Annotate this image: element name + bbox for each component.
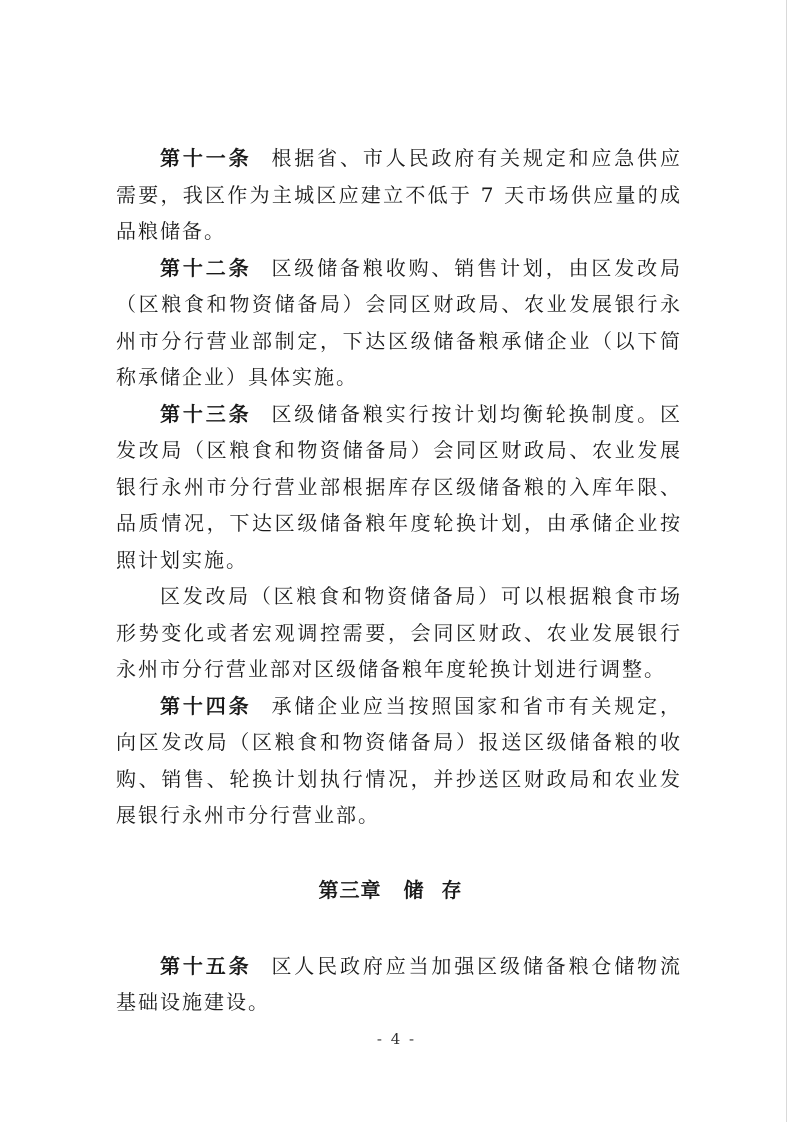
article-12 — [116, 250, 682, 396]
article-15 — [116, 948, 682, 1021]
scan-edge-line — [786, 0, 787, 1122]
paragraph-text: 区发改局（区粮食和物资储备局）可以根据粮食市场形势变化或者宏观调控需要，会同区财政、农业发展银行永州市分行营业部对区级储备粮年度轮换计划进行调整。 — [116, 584, 682, 681]
article-text: 承储企业应当按照国家和省市有关规定，向区发改局（区粮食和物资储备局）报送区级储备粮的收购、销售、轮换计划执行情况，并抄送区财政局和农业发展银行永州市分行营业部。 — [116, 693, 683, 827]
article-13-paragraph-2 — [116, 578, 682, 688]
page-number: - 4 - — [376, 1030, 417, 1048]
article-number: 第十二条 — [160, 255, 252, 280]
chapter-heading — [116, 872, 682, 908]
chapter-number: 第三章 — [318, 877, 382, 902]
article-number: 第十五条 — [160, 953, 252, 978]
article-text: 区级储备粮收购、销售计划，由区发改局（区粮食和物资储备局）会同区财政局、农业发展银行永州市分行营业部制定，下达区级储备粮承储企业（以下简称承储企业）具体实施。 — [116, 255, 683, 389]
article-number: 第十三条 — [160, 401, 252, 426]
article-text: 根据省、市人民政府有关规定和应急供应需要，我区作为主城区应建立不低于 7 天市场供应量的成品粮储备。 — [116, 146, 683, 243]
article-number: 第十一条 — [160, 146, 252, 170]
article-11 — [116, 140, 682, 250]
article-text: 区人民政府应当加强区级储备粮仓储物流基础设施建设。 — [116, 953, 683, 1014]
article-text: 区级储备粮实行按计划均衡轮换制度。区发改局（区粮食和物资储备局）会同区财政局、农业发展银行永州市分行营业部根据库存区级储备粮的入库年限、品质情况，下达区级储备粮年度轮换计划，由承储企业按照计划实施。 — [116, 401, 683, 572]
chapter-title: 储存 — [403, 877, 480, 902]
document-body — [116, 140, 682, 1021]
article-number: 第十四条 — [160, 693, 252, 718]
article-14 — [116, 688, 682, 834]
article-13 — [116, 396, 682, 579]
